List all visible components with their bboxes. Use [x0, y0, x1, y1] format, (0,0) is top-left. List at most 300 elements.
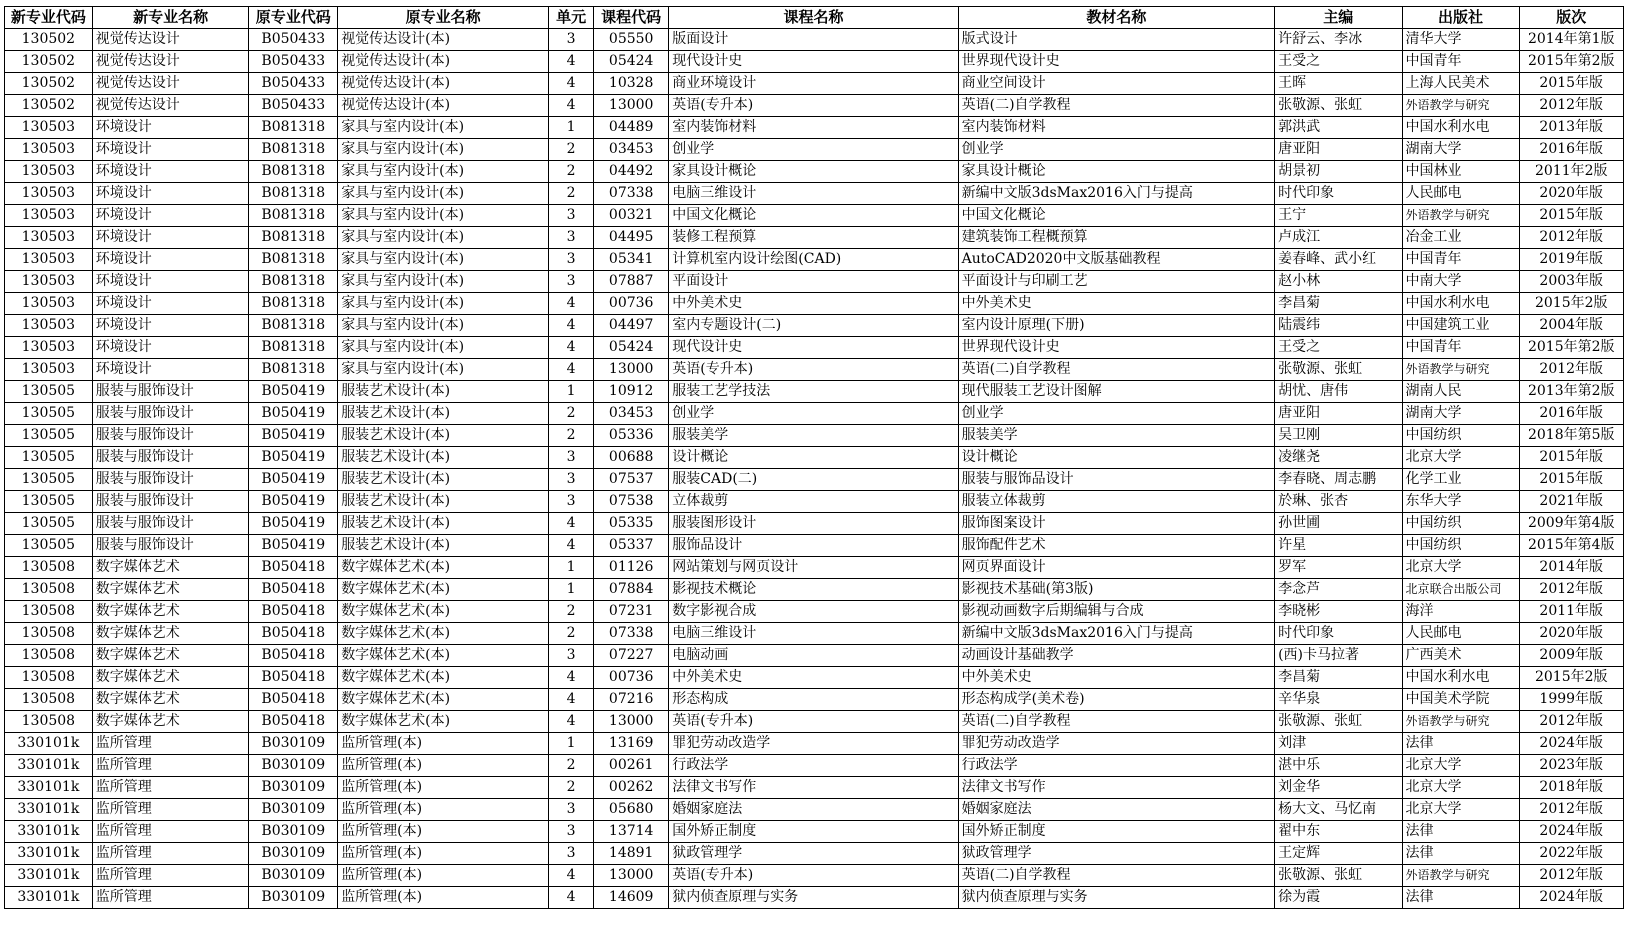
- cell-course-name: 家具设计概论: [669, 161, 958, 183]
- cell-new-major-name: 服装与服饰设计: [92, 403, 249, 425]
- table-header: [5, 7, 1624, 29]
- cell-edition: 2024年版: [1519, 733, 1624, 755]
- cell-course-name: 国外矫正制度: [669, 821, 958, 843]
- cell-unit: 4: [549, 359, 594, 381]
- cell-unit: 4: [549, 337, 594, 359]
- cell-edition: 2015年2版: [1519, 293, 1624, 315]
- cell-old-major-name: 监所管理(本): [338, 777, 549, 799]
- cell-old-major-name: 家具与室内设计(本): [338, 271, 549, 293]
- table-row: [5, 183, 1624, 205]
- cell-old-major-code: B050419: [249, 447, 338, 469]
- cell-edition: 2004年版: [1519, 315, 1624, 337]
- cell-new-major-name: 服装与服饰设计: [92, 513, 249, 535]
- cell-old-major-name: 数字媒体艺术(本): [338, 645, 549, 667]
- cell-course-code: 07338: [594, 623, 669, 645]
- cell-old-major-code: B050419: [249, 535, 338, 557]
- header-edition: 版次: [1519, 7, 1624, 29]
- cell-course-code: 07338: [594, 183, 669, 205]
- cell-old-major-name: 监所管理(本): [338, 755, 549, 777]
- table-row: [5, 689, 1624, 711]
- cell-old-major-name: 家具与室内设计(本): [338, 205, 549, 227]
- cell-course-code: 00736: [594, 667, 669, 689]
- cell-unit: 1: [549, 557, 594, 579]
- cell-textbook-name: 英语(二)自学教程: [958, 95, 1274, 117]
- cell-editor: 翟中东: [1275, 821, 1402, 843]
- cell-new-major-name: 环境设计: [92, 249, 249, 271]
- cell-old-major-code: B050418: [249, 557, 338, 579]
- cell-new-major-name: 监所管理: [92, 755, 249, 777]
- cell-editor: 姜春峰、武小红: [1275, 249, 1402, 271]
- cell-new-major-code: 130503: [5, 205, 93, 227]
- cell-new-major-code: 130508: [5, 601, 93, 623]
- cell-textbook-name: 狱内侦查原理与实务: [958, 887, 1274, 909]
- cell-new-major-name: 监所管理: [92, 865, 249, 887]
- table-row: [5, 843, 1624, 865]
- header-editor: 主编: [1275, 7, 1402, 29]
- cell-editor: 吴卫刚: [1275, 425, 1402, 447]
- cell-old-major-name: 服装艺术设计(本): [338, 469, 549, 491]
- cell-course-name: 商业环境设计: [669, 73, 958, 95]
- cell-old-major-name: 数字媒体艺术(本): [338, 557, 549, 579]
- cell-unit: 3: [549, 29, 594, 51]
- cell-new-major-code: 130508: [5, 579, 93, 601]
- cell-old-major-name: 家具与室内设计(本): [338, 139, 549, 161]
- table-row: [5, 205, 1624, 227]
- cell-old-major-name: 家具与室内设计(本): [338, 315, 549, 337]
- cell-unit: 2: [549, 601, 594, 623]
- cell-edition: 2013年版: [1519, 117, 1624, 139]
- cell-editor: 时代印象: [1275, 183, 1402, 205]
- cell-new-major-code: 130508: [5, 645, 93, 667]
- cell-old-major-name: 家具与室内设计(本): [338, 249, 549, 271]
- cell-course-name: 电脑动画: [669, 645, 958, 667]
- cell-edition: 2012年版: [1519, 227, 1624, 249]
- cell-new-major-name: 监所管理: [92, 843, 249, 865]
- cell-textbook-name: 影视技术基础(第3版): [958, 579, 1274, 601]
- cell-textbook-name: 婚姻家庭法: [958, 799, 1274, 821]
- cell-publisher: 中国纺织: [1402, 513, 1519, 535]
- cell-publisher: 中国纺织: [1402, 535, 1519, 557]
- cell-old-major-code: B050418: [249, 689, 338, 711]
- cell-editor: 孙世圃: [1275, 513, 1402, 535]
- cell-course-code: 01126: [594, 557, 669, 579]
- cell-old-major-name: 监所管理(本): [338, 887, 549, 909]
- cell-old-major-code: B030109: [249, 821, 338, 843]
- cell-new-major-name: 视觉传达设计: [92, 95, 249, 117]
- cell-edition: 2011年版: [1519, 601, 1624, 623]
- cell-old-major-code: B081318: [249, 249, 338, 271]
- cell-edition: 2015年版: [1519, 469, 1624, 491]
- cell-publisher: 中国青年: [1402, 249, 1519, 271]
- table-row: [5, 601, 1624, 623]
- cell-editor: 许舒云、李冰: [1275, 29, 1402, 51]
- cell-course-name: 罪犯劳动改造学: [669, 733, 958, 755]
- table-row: [5, 271, 1624, 293]
- cell-course-code: 10912: [594, 381, 669, 403]
- cell-course-code: 04489: [594, 117, 669, 139]
- cell-publisher: 北京大学: [1402, 447, 1519, 469]
- cell-publisher: 湖南大学: [1402, 139, 1519, 161]
- cell-editor: 杨大文、马忆南: [1275, 799, 1402, 821]
- cell-course-code: 05336: [594, 425, 669, 447]
- cell-course-code: 00688: [594, 447, 669, 469]
- cell-old-major-code: B050418: [249, 667, 338, 689]
- cell-course-code: 07231: [594, 601, 669, 623]
- cell-new-major-name: 服装与服饰设计: [92, 491, 249, 513]
- cell-new-major-name: 监所管理: [92, 777, 249, 799]
- cell-course-code: 14609: [594, 887, 669, 909]
- cell-course-code: 05424: [594, 51, 669, 73]
- cell-old-major-name: 家具与室内设计(本): [338, 161, 549, 183]
- cell-new-major-name: 视觉传达设计: [92, 29, 249, 51]
- cell-publisher: 中国建筑工业: [1402, 315, 1519, 337]
- cell-unit: 3: [549, 249, 594, 271]
- cell-old-major-code: B081318: [249, 139, 338, 161]
- cell-course-code: 05680: [594, 799, 669, 821]
- cell-unit: 4: [549, 535, 594, 557]
- cell-new-major-code: 330101k: [5, 887, 93, 909]
- cell-editor: 王定辉: [1275, 843, 1402, 865]
- cell-old-major-code: B050418: [249, 579, 338, 601]
- cell-new-major-code: 330101k: [5, 821, 93, 843]
- cell-publisher: 广西美术: [1402, 645, 1519, 667]
- cell-old-major-name: 服装艺术设计(本): [338, 403, 549, 425]
- cell-textbook-name: 行政法学: [958, 755, 1274, 777]
- cell-edition: 2024年版: [1519, 887, 1624, 909]
- cell-course-name: 服装图形设计: [669, 513, 958, 535]
- cell-course-name: 平面设计: [669, 271, 958, 293]
- cell-course-code: 05337: [594, 535, 669, 557]
- cell-edition: 2015年版: [1519, 205, 1624, 227]
- cell-old-major-code: B081318: [249, 205, 338, 227]
- cell-course-code: 00736: [594, 293, 669, 315]
- cell-new-major-name: 监所管理: [92, 733, 249, 755]
- header-textbook-name: 教材名称: [958, 7, 1274, 29]
- cell-new-major-code: 130503: [5, 359, 93, 381]
- cell-old-major-name: 服装艺术设计(本): [338, 381, 549, 403]
- header-row: [5, 7, 1624, 29]
- cell-old-major-code: B030109: [249, 887, 338, 909]
- cell-unit: 4: [549, 865, 594, 887]
- cell-course-code: 03453: [594, 403, 669, 425]
- table-row: [5, 315, 1624, 337]
- cell-publisher: 北京联合出版公司: [1402, 579, 1519, 601]
- cell-edition: 2015年第4版: [1519, 535, 1624, 557]
- cell-course-name: 英语(专升本): [669, 359, 958, 381]
- cell-new-major-name: 环境设计: [92, 293, 249, 315]
- cell-textbook-name: 服装美学: [958, 425, 1274, 447]
- cell-edition: 2018年第5版: [1519, 425, 1624, 447]
- cell-old-major-code: B030109: [249, 755, 338, 777]
- cell-editor: 於琳、张杏: [1275, 491, 1402, 513]
- cell-course-name: 法律文书写作: [669, 777, 958, 799]
- cell-course-name: 形态构成: [669, 689, 958, 711]
- cell-edition: 2023年版: [1519, 755, 1624, 777]
- cell-publisher: 中国林业: [1402, 161, 1519, 183]
- cell-old-major-name: 数字媒体艺术(本): [338, 579, 549, 601]
- cell-new-major-name: 环境设计: [92, 359, 249, 381]
- cell-new-major-name: 数字媒体艺术: [92, 711, 249, 733]
- table-row: [5, 117, 1624, 139]
- cell-old-major-name: 数字媒体艺术(本): [338, 623, 549, 645]
- cell-publisher: 中国纺织: [1402, 425, 1519, 447]
- cell-unit: 4: [549, 293, 594, 315]
- cell-unit: 3: [549, 447, 594, 469]
- cell-textbook-name: 家具设计概论: [958, 161, 1274, 183]
- cell-new-major-name: 数字媒体艺术: [92, 689, 249, 711]
- cell-textbook-name: 国外矫正制度: [958, 821, 1274, 843]
- cell-course-name: 狱政管理学: [669, 843, 958, 865]
- cell-new-major-name: 监所管理: [92, 887, 249, 909]
- cell-textbook-name: 英语(二)自学教程: [958, 359, 1274, 381]
- cell-new-major-name: 环境设计: [92, 205, 249, 227]
- cell-new-major-name: 数字媒体艺术: [92, 601, 249, 623]
- cell-new-major-name: 环境设计: [92, 227, 249, 249]
- cell-unit: 4: [549, 51, 594, 73]
- table-row: [5, 711, 1624, 733]
- cell-new-major-code: 130503: [5, 117, 93, 139]
- cell-course-code: 07884: [594, 579, 669, 601]
- cell-new-major-code: 330101k: [5, 733, 93, 755]
- cell-course-code: 04497: [594, 315, 669, 337]
- cell-unit: 2: [549, 183, 594, 205]
- cell-publisher: 化学工业: [1402, 469, 1519, 491]
- cell-old-major-code: B081318: [249, 271, 338, 293]
- cell-edition: 2015年版: [1519, 447, 1624, 469]
- cell-publisher: 中国青年: [1402, 51, 1519, 73]
- cell-old-major-code: B081318: [249, 161, 338, 183]
- cell-old-major-name: 监所管理(本): [338, 733, 549, 755]
- cell-editor: 张敬源、张虹: [1275, 359, 1402, 381]
- cell-unit: 4: [549, 95, 594, 117]
- cell-textbook-name: 建筑装饰工程概预算: [958, 227, 1274, 249]
- cell-textbook-name: 服装与服饰品设计: [958, 469, 1274, 491]
- cell-old-major-code: B030109: [249, 777, 338, 799]
- cell-publisher: 北京大学: [1402, 799, 1519, 821]
- cell-unit: 2: [549, 425, 594, 447]
- table-row: [5, 403, 1624, 425]
- cell-textbook-name: 服饰配件艺术: [958, 535, 1274, 557]
- cell-old-major-code: B050418: [249, 623, 338, 645]
- cell-course-name: 装修工程预算: [669, 227, 958, 249]
- cell-unit: 1: [549, 579, 594, 601]
- cell-publisher: 中国水利水电: [1402, 293, 1519, 315]
- cell-textbook-name: 中国文化概论: [958, 205, 1274, 227]
- cell-old-major-code: B050419: [249, 491, 338, 513]
- cell-publisher: 外语教学与研究: [1402, 711, 1519, 733]
- cell-new-major-name: 服装与服饰设计: [92, 469, 249, 491]
- table-row: [5, 733, 1624, 755]
- cell-course-name: 设计概论: [669, 447, 958, 469]
- cell-editor: 李昌菊: [1275, 293, 1402, 315]
- table-row: [5, 755, 1624, 777]
- cell-textbook-name: 室内装饰材料: [958, 117, 1274, 139]
- cell-textbook-name: 世界现代设计史: [958, 51, 1274, 73]
- cell-unit: 3: [549, 821, 594, 843]
- cell-old-major-code: B050418: [249, 711, 338, 733]
- cell-course-code: 05424: [594, 337, 669, 359]
- cell-new-major-name: 环境设计: [92, 337, 249, 359]
- cell-textbook-name: 服饰图案设计: [958, 513, 1274, 535]
- cell-new-major-code: 330101k: [5, 777, 93, 799]
- cell-new-major-code: 130505: [5, 469, 93, 491]
- cell-edition: 2012年版: [1519, 799, 1624, 821]
- cell-unit: 3: [549, 645, 594, 667]
- cell-new-major-code: 330101k: [5, 799, 93, 821]
- table-row: [5, 799, 1624, 821]
- cell-new-major-code: 330101k: [5, 843, 93, 865]
- cell-publisher: 外语教学与研究: [1402, 205, 1519, 227]
- cell-editor: 湛中乐: [1275, 755, 1402, 777]
- cell-publisher: 北京大学: [1402, 777, 1519, 799]
- cell-course-name: 立体裁剪: [669, 491, 958, 513]
- table-row: [5, 139, 1624, 161]
- cell-editor: 郭洪武: [1275, 117, 1402, 139]
- cell-new-major-name: 数字媒体艺术: [92, 623, 249, 645]
- cell-new-major-name: 监所管理: [92, 821, 249, 843]
- cell-new-major-name: 服装与服饰设计: [92, 447, 249, 469]
- cell-course-name: 英语(专升本): [669, 95, 958, 117]
- cell-new-major-code: 130503: [5, 183, 93, 205]
- cell-unit: 2: [549, 777, 594, 799]
- cell-old-major-name: 数字媒体艺术(本): [338, 689, 549, 711]
- header-course-code: 课程代码: [594, 7, 669, 29]
- cell-editor: 陆震纬: [1275, 315, 1402, 337]
- cell-new-major-code: 130502: [5, 51, 93, 73]
- table-row: [5, 491, 1624, 513]
- cell-course-code: 13714: [594, 821, 669, 843]
- cell-editor: 凌继尧: [1275, 447, 1402, 469]
- cell-new-major-code: 130503: [5, 249, 93, 271]
- table-row: [5, 865, 1624, 887]
- cell-edition: 2015年2版: [1519, 667, 1624, 689]
- cell-old-major-code: B081318: [249, 359, 338, 381]
- cell-old-major-code: B050419: [249, 469, 338, 491]
- cell-old-major-name: 家具与室内设计(本): [338, 117, 549, 139]
- cell-course-code: 05341: [594, 249, 669, 271]
- cell-publisher: 冶金工业: [1402, 227, 1519, 249]
- cell-editor: 张敬源、张虹: [1275, 865, 1402, 887]
- table-row: [5, 777, 1624, 799]
- cell-new-major-name: 环境设计: [92, 271, 249, 293]
- cell-unit: 4: [549, 73, 594, 95]
- cell-new-major-name: 数字媒体艺术: [92, 557, 249, 579]
- cell-editor: 唐亚阳: [1275, 139, 1402, 161]
- cell-course-name: 服装工艺学技法: [669, 381, 958, 403]
- table-row: [5, 51, 1624, 73]
- cell-editor: 胡忧、唐伟: [1275, 381, 1402, 403]
- cell-textbook-name: 创业学: [958, 139, 1274, 161]
- cell-course-code: 13169: [594, 733, 669, 755]
- cell-publisher: 中国水利水电: [1402, 117, 1519, 139]
- cell-course-code: 00321: [594, 205, 669, 227]
- cell-old-major-name: 家具与室内设计(本): [338, 337, 549, 359]
- cell-old-major-code: B030109: [249, 733, 338, 755]
- table-row: [5, 337, 1624, 359]
- cell-new-major-code: 130503: [5, 271, 93, 293]
- cell-edition: 2024年版: [1519, 821, 1624, 843]
- cell-new-major-name: 环境设计: [92, 117, 249, 139]
- cell-course-name: 计算机室内设计绘图(CAD): [669, 249, 958, 271]
- cell-new-major-code: 130508: [5, 667, 93, 689]
- cell-unit: 3: [549, 491, 594, 513]
- cell-edition: 2015年版: [1519, 73, 1624, 95]
- cell-editor: 罗军: [1275, 557, 1402, 579]
- cell-editor: 张敬源、张虹: [1275, 711, 1402, 733]
- cell-editor: 王宁: [1275, 205, 1402, 227]
- cell-unit: 4: [549, 887, 594, 909]
- cell-course-name: 现代设计史: [669, 51, 958, 73]
- cell-textbook-name: 网页界面设计: [958, 557, 1274, 579]
- cell-course-name: 狱内侦查原理与实务: [669, 887, 958, 909]
- cell-old-major-code: B050433: [249, 51, 338, 73]
- cell-course-name: 影视技术概论: [669, 579, 958, 601]
- cell-course-name: 行政法学: [669, 755, 958, 777]
- cell-textbook-name: 动画设计基础教学: [958, 645, 1274, 667]
- cell-old-major-name: 视觉传达设计(本): [338, 51, 549, 73]
- cell-editor: 徐为霞: [1275, 887, 1402, 909]
- table-row: [5, 887, 1624, 909]
- cell-old-major-name: 监所管理(本): [338, 799, 549, 821]
- cell-old-major-name: 数字媒体艺术(本): [338, 667, 549, 689]
- cell-edition: 2003年版: [1519, 271, 1624, 293]
- cell-editor: 许星: [1275, 535, 1402, 557]
- cell-course-code: 07537: [594, 469, 669, 491]
- cell-course-name: 创业学: [669, 139, 958, 161]
- cell-editor: 王受之: [1275, 337, 1402, 359]
- cell-edition: 2021年版: [1519, 491, 1624, 513]
- table-row: [5, 249, 1624, 271]
- cell-publisher: 外语教学与研究: [1402, 865, 1519, 887]
- cell-old-major-name: 视觉传达设计(本): [338, 73, 549, 95]
- cell-new-major-code: 130503: [5, 293, 93, 315]
- cell-old-major-code: B081318: [249, 293, 338, 315]
- cell-old-major-code: B050433: [249, 73, 338, 95]
- cell-publisher: 中国水利水电: [1402, 667, 1519, 689]
- cell-new-major-name: 数字媒体艺术: [92, 667, 249, 689]
- cell-unit: 3: [549, 205, 594, 227]
- cell-old-major-code: B050419: [249, 403, 338, 425]
- cell-unit: 1: [549, 381, 594, 403]
- cell-old-major-name: 监所管理(本): [338, 821, 549, 843]
- cell-textbook-name: 罪犯劳动改造学: [958, 733, 1274, 755]
- cell-old-major-code: B050419: [249, 513, 338, 535]
- cell-old-major-code: B081318: [249, 183, 338, 205]
- cell-publisher: 中南大学: [1402, 271, 1519, 293]
- cell-old-major-code: B050433: [249, 95, 338, 117]
- cell-edition: 2012年版: [1519, 865, 1624, 887]
- cell-course-code: 10328: [594, 73, 669, 95]
- cell-editor: 李晓彬: [1275, 601, 1402, 623]
- table-row: [5, 227, 1624, 249]
- cell-textbook-name: 中外美术史: [958, 293, 1274, 315]
- cell-new-major-name: 环境设计: [92, 183, 249, 205]
- cell-edition: 2014年第1版: [1519, 29, 1624, 51]
- cell-course-name: 服装美学: [669, 425, 958, 447]
- cell-publisher: 湖南大学: [1402, 403, 1519, 425]
- cell-new-major-code: 130503: [5, 161, 93, 183]
- cell-old-major-code: B030109: [249, 865, 338, 887]
- cell-edition: 2009年版: [1519, 645, 1624, 667]
- header-course-name: 课程名称: [669, 7, 958, 29]
- cell-editor: 辛华泉: [1275, 689, 1402, 711]
- table-row: [5, 535, 1624, 557]
- cell-editor: 王受之: [1275, 51, 1402, 73]
- cell-edition: 2016年版: [1519, 139, 1624, 161]
- cell-old-major-name: 监所管理(本): [338, 843, 549, 865]
- cell-new-major-code: 130505: [5, 425, 93, 447]
- cell-old-major-code: B081318: [249, 337, 338, 359]
